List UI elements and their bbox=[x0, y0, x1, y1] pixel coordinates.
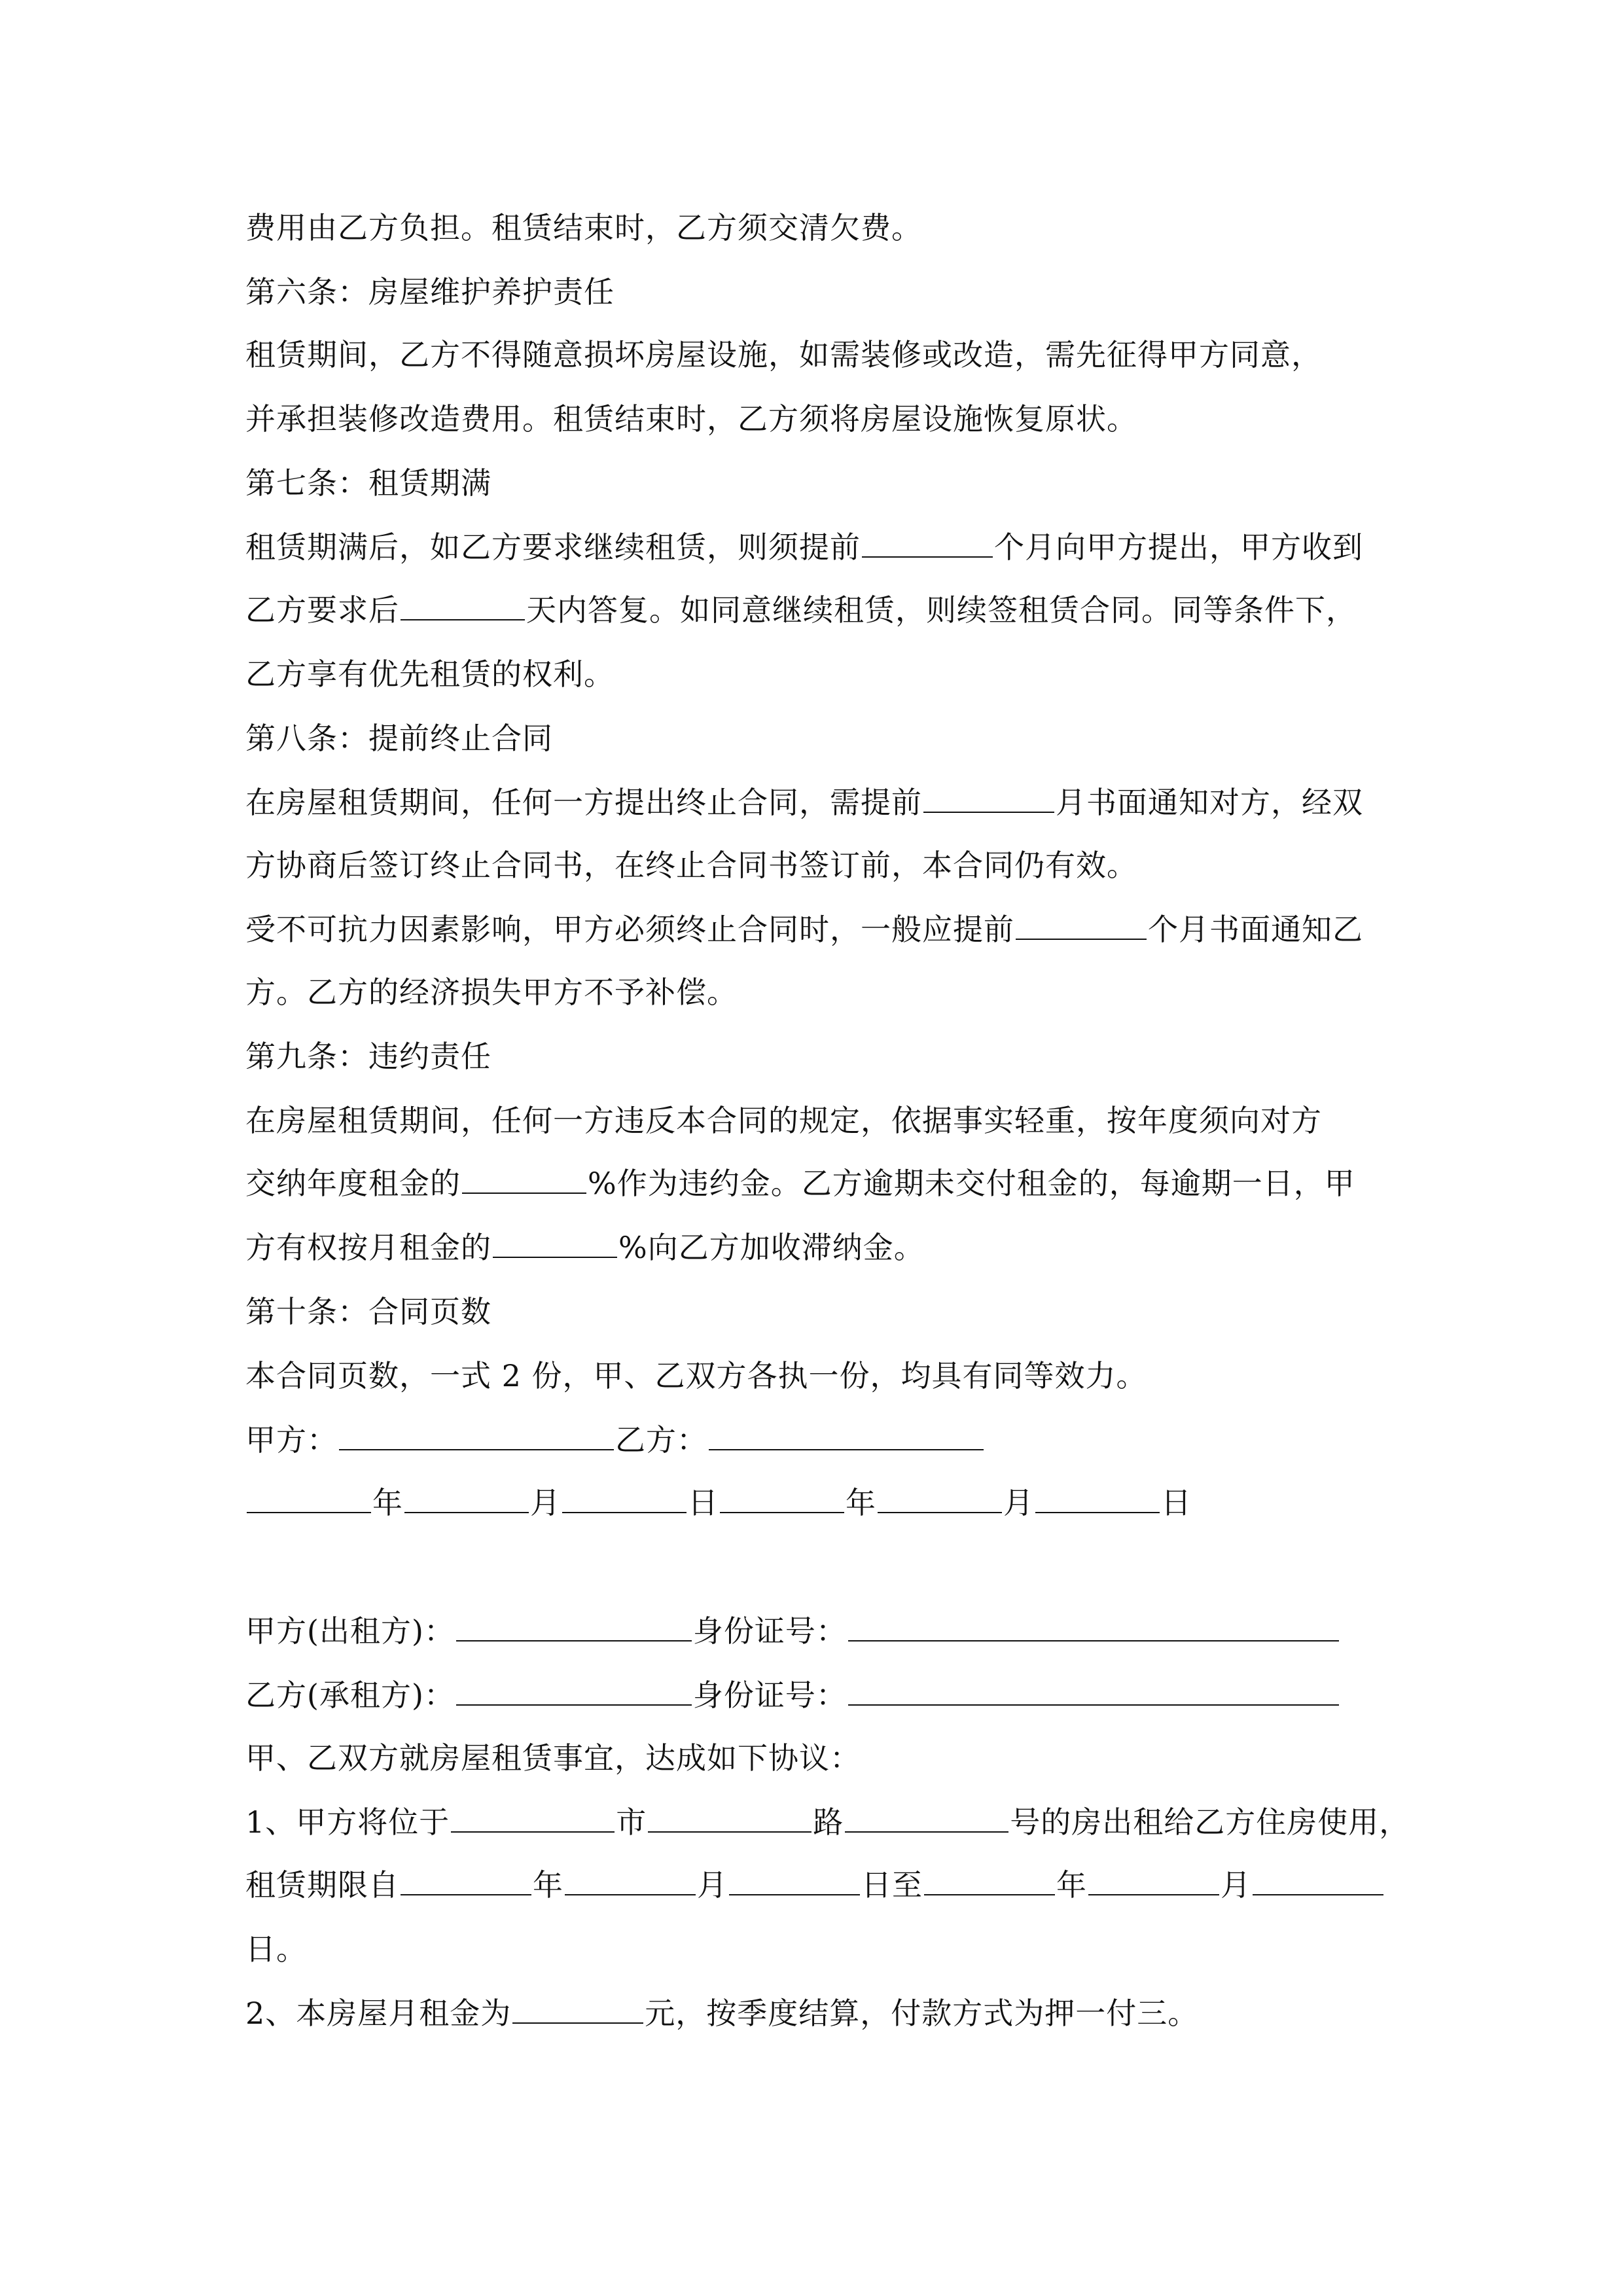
text: 费用由乙方负担。租赁结束时，乙方须交清欠费。 bbox=[245, 210, 922, 245]
section-heading-7 bbox=[245, 463, 491, 503]
text: 个月书面通知乙 bbox=[1148, 912, 1363, 947]
text: 租赁期间，乙方不得随意损坏房屋设施，如需装修或改造，需先征得甲方同意， bbox=[245, 337, 1322, 372]
section-heading-9 bbox=[245, 1037, 491, 1076]
day-field[interactable] bbox=[1035, 1483, 1160, 1513]
clause-2 bbox=[245, 1994, 1198, 2033]
party-a-name-field[interactable] bbox=[456, 1611, 692, 1641]
section-heading-10 bbox=[245, 1292, 491, 1331]
text: 市 bbox=[616, 1804, 647, 1840]
text: 并承担装修改造费用。租赁结束时，乙方须将房屋设施恢复原状。 bbox=[245, 401, 1137, 437]
end-year-field[interactable] bbox=[924, 1865, 1055, 1895]
start-month-field[interactable] bbox=[565, 1865, 696, 1895]
text: 年 bbox=[846, 1485, 876, 1520]
text: 受不可抗力因素影响，甲方必须终止合同时，一般应提前 bbox=[245, 912, 1014, 947]
heading-text: 第八条：提前终止合同 bbox=[245, 721, 553, 756]
year-field[interactable] bbox=[720, 1483, 844, 1513]
paragraph-text bbox=[245, 1101, 1322, 1140]
paragraph-text bbox=[245, 528, 1363, 567]
fill-blank[interactable] bbox=[401, 590, 525, 620]
party-b-id-field[interactable] bbox=[848, 1676, 1339, 1706]
paragraph-text bbox=[245, 655, 615, 694]
fill-blank[interactable] bbox=[923, 783, 1054, 813]
text: 日。 bbox=[245, 1931, 307, 1967]
text: 月 bbox=[1003, 1485, 1034, 1520]
section-heading-6 bbox=[245, 272, 615, 312]
signature-line bbox=[245, 1420, 985, 1460]
paragraph-text bbox=[245, 335, 1322, 374]
text: 月书面通知对方，经双 bbox=[1056, 785, 1363, 820]
fill-blank[interactable] bbox=[462, 1164, 586, 1194]
text: 方协商后签订终止合同书，在终止合同书签订前，本合同仍有效。 bbox=[245, 848, 1137, 883]
clause-1 bbox=[245, 1803, 1410, 1842]
text: 租赁期满后，如乙方要求继续租赁，则须提前 bbox=[245, 529, 861, 565]
start-year-field[interactable] bbox=[401, 1865, 531, 1895]
paragraph-text bbox=[245, 783, 1363, 822]
party-a-label: 甲方(出租方)： bbox=[245, 1613, 455, 1649]
text: %向乙方加收滞纳金。 bbox=[618, 1230, 925, 1265]
number-field[interactable] bbox=[845, 1803, 1008, 1833]
party-a-line bbox=[245, 1611, 1340, 1651]
section-heading-8 bbox=[245, 719, 553, 758]
party-b-label: 乙方： bbox=[615, 1422, 707, 1458]
paragraph-text bbox=[245, 973, 738, 1012]
day-field[interactable] bbox=[562, 1483, 687, 1513]
paragraph-text bbox=[245, 1228, 925, 1267]
text: 日 bbox=[1161, 1485, 1192, 1520]
party-a-id-field[interactable] bbox=[848, 1611, 1339, 1641]
text: 日至 bbox=[861, 1867, 923, 1903]
text: 天内答复。如同意继续租赁，则续签租赁合同。同等条件下， bbox=[526, 592, 1357, 628]
heading-text: 第七条：租赁期满 bbox=[245, 465, 491, 501]
paragraph-text bbox=[245, 399, 1137, 439]
year-field[interactable] bbox=[247, 1483, 371, 1513]
text: 年 bbox=[1056, 1867, 1087, 1903]
road-field[interactable] bbox=[648, 1803, 812, 1833]
city-field[interactable] bbox=[451, 1803, 615, 1833]
text: %作为违约金。乙方逾期未交付租金的，每逾期一日，甲 bbox=[588, 1166, 1355, 1201]
paragraph-text bbox=[245, 208, 922, 247]
text: 方。乙方的经济损失甲方不予补偿。 bbox=[245, 975, 738, 1010]
id-label: 身份证号： bbox=[692, 1677, 847, 1713]
text: 在房屋租赁期间，任何一方提出终止合同，需提前 bbox=[245, 785, 922, 820]
paragraph-text bbox=[245, 1356, 1147, 1395]
text: 元，按季度结算，付款方式为押一付三。 bbox=[645, 1996, 1199, 2031]
id-label: 身份证号： bbox=[692, 1613, 847, 1649]
party-b-signature-field[interactable] bbox=[709, 1420, 984, 1450]
month-field[interactable] bbox=[878, 1483, 1002, 1513]
heading-text: 第九条：违约责任 bbox=[245, 1039, 491, 1074]
text: 2、本房屋月租金为 bbox=[245, 1996, 512, 2031]
text: 个月向甲方提出，甲方收到 bbox=[994, 529, 1363, 565]
text: 1、甲方将位于 bbox=[245, 1804, 450, 1840]
text: 租赁期限自 bbox=[245, 1867, 399, 1903]
heading-text: 第六条：房屋维护养护责任 bbox=[245, 274, 615, 310]
end-month-field[interactable] bbox=[1088, 1865, 1219, 1895]
party-a-label: 甲方： bbox=[245, 1422, 338, 1458]
paragraph-text bbox=[245, 910, 1363, 949]
text: 月 bbox=[697, 1867, 728, 1903]
text: 本合同页数，一式 2 份，甲、乙双方各执一份，均具有同等效力。 bbox=[245, 1358, 1147, 1393]
party-a-signature-field[interactable] bbox=[339, 1420, 614, 1450]
text: 号的房出租给乙方住房使用， bbox=[1010, 1804, 1410, 1840]
text: 月 bbox=[530, 1485, 561, 1520]
fill-blank[interactable] bbox=[862, 528, 993, 558]
clause-1-term bbox=[245, 1865, 1385, 1905]
start-day-field[interactable] bbox=[729, 1865, 860, 1895]
date-line bbox=[245, 1483, 1192, 1522]
end-day-field[interactable] bbox=[1253, 1865, 1383, 1895]
text: 甲、乙双方就房屋租赁事宜，达成如下协议： bbox=[245, 1740, 861, 1776]
text: 年 bbox=[533, 1867, 563, 1903]
text: 路 bbox=[813, 1804, 844, 1840]
heading-text: 第十条：合同页数 bbox=[245, 1294, 491, 1329]
text: 交纳年度租金的 bbox=[245, 1166, 461, 1201]
fill-blank[interactable] bbox=[1016, 910, 1147, 940]
paragraph-text bbox=[245, 590, 1357, 630]
month-field[interactable] bbox=[404, 1483, 529, 1513]
rent-amount-field[interactable] bbox=[512, 1994, 643, 2024]
text: 月 bbox=[1221, 1867, 1251, 1903]
text: 乙方享有优先租赁的权利。 bbox=[245, 656, 615, 692]
paragraph-text bbox=[245, 846, 1137, 885]
text: 年 bbox=[372, 1485, 403, 1520]
party-b-line bbox=[245, 1676, 1340, 1715]
text: 日 bbox=[688, 1485, 719, 1520]
paragraph-text bbox=[245, 1738, 861, 1778]
fill-blank[interactable] bbox=[493, 1228, 617, 1258]
party-b-label: 乙方(承租方)： bbox=[245, 1677, 455, 1713]
text: 方有权按月租金的 bbox=[245, 1230, 491, 1265]
paragraph-text bbox=[245, 1164, 1355, 1203]
paragraph-text bbox=[245, 1929, 307, 1969]
text: 乙方要求后 bbox=[245, 592, 399, 628]
text: 在房屋租赁期间，任何一方违反本合同的规定，依据事实轻重，按年度须向对方 bbox=[245, 1103, 1322, 1138]
party-b-name-field[interactable] bbox=[456, 1676, 692, 1706]
